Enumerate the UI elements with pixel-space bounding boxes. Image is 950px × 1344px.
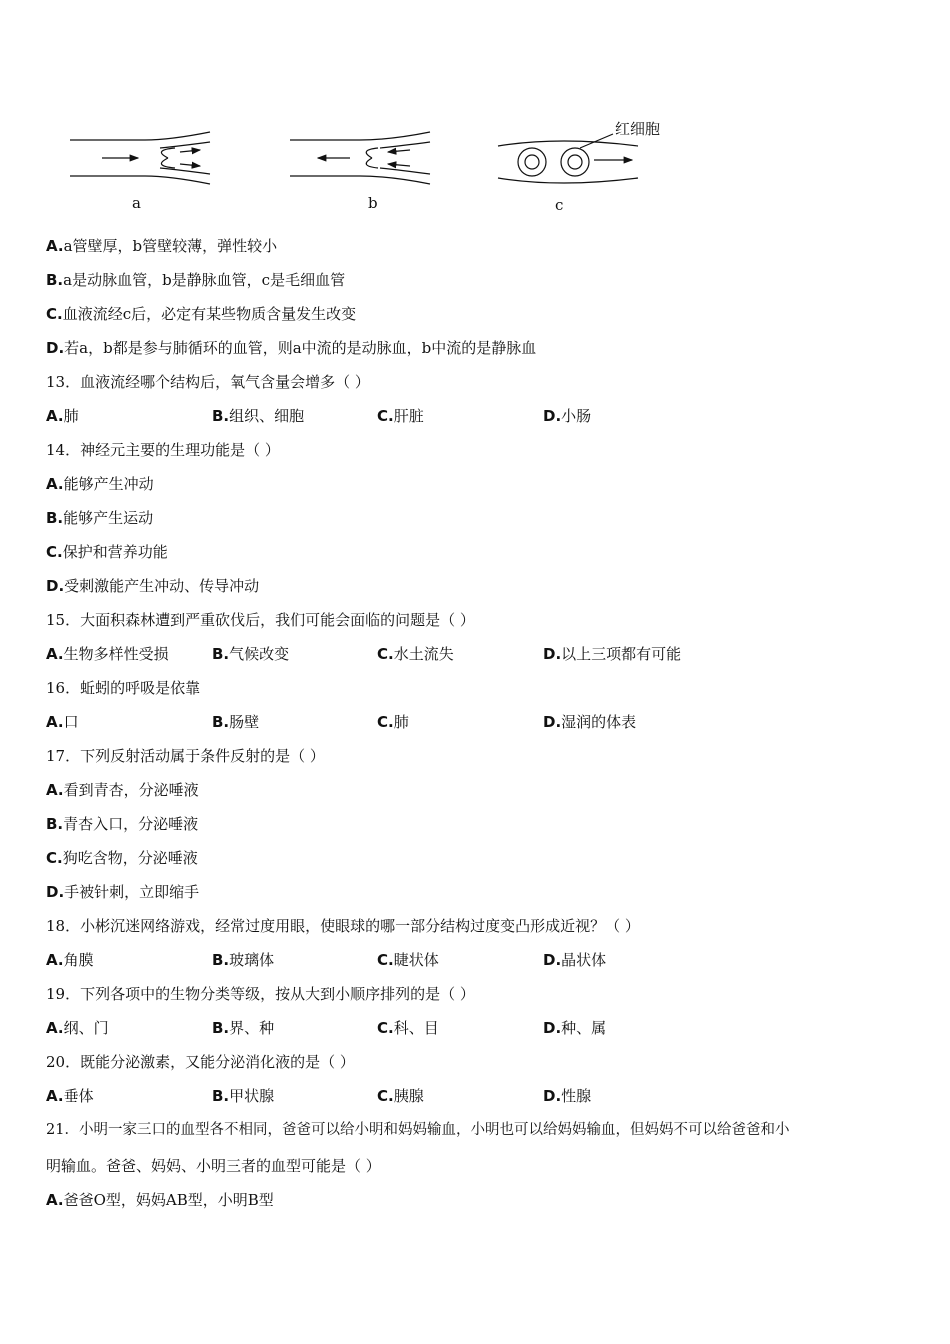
q20-stem: 20．既能分泌激素，又能分泌消化液的是（ ） (46, 1053, 355, 1071)
q14-option-b: B.能够产生运动 (46, 509, 154, 527)
vessel-b-diagram (290, 132, 430, 184)
q17-option-b: B.青杏入口，分泌唾液 (46, 815, 199, 833)
blood-vessel-figure (60, 112, 700, 220)
q16-options (46, 712, 746, 732)
q19-options (46, 1018, 746, 1038)
q16-option-b: B.肠壁 (212, 713, 260, 731)
q12-option-d: D.若a，b都是参与肺循环的血管，则a中流的是动脉血，b中流的是静脉血 (46, 339, 537, 357)
q15-options (46, 644, 746, 664)
q18-option-c: C.睫状体 (377, 951, 439, 969)
q16-option-a: A.口 (46, 713, 79, 731)
q17-option-c: C.狗吃含物，分泌唾液 (46, 849, 198, 867)
vessel-c-diagram (498, 134, 638, 183)
q12-option-b: B.a是动脉血管，b是静脉血管，c是毛细血管 (46, 271, 346, 289)
q20-option-c: C.胰腺 (377, 1087, 424, 1105)
q16-stem: 16．蚯蚓的呼吸是依靠 (46, 679, 201, 697)
figure-label-b: b (368, 194, 378, 212)
q18-option-d: D.晶状体 (543, 951, 607, 969)
q21-stem-line2: 明输血。爸爸、妈妈、小明三者的血型可能是（ ） (46, 1157, 381, 1175)
q12-option-c: C.血液流经c后，必定有某些物质含量发生改变 (46, 305, 357, 323)
q20-option-a: A.垂体 (46, 1087, 94, 1105)
q17-stem: 17．下列反射活动属于条件反射的是（ ） (46, 747, 325, 765)
q15-option-b: B.气候改变 (212, 645, 290, 663)
q19-option-b: B.界、种 (212, 1019, 275, 1037)
q14-option-a: A.能够产生冲动 (46, 475, 154, 493)
figure-annotation: 红细胞 (615, 120, 661, 138)
q18-options (46, 950, 746, 970)
q19-option-c: C.科、目 (377, 1019, 439, 1037)
q20-option-b: B.甲状腺 (212, 1087, 275, 1105)
q13-option-b: B.组织、细胞 (212, 407, 305, 425)
q15-option-c: C.水土流失 (377, 645, 454, 663)
q19-stem: 19．下列各项中的生物分类等级，按从大到小顺序排列的是（ ） (46, 985, 475, 1003)
q15-stem: 15．大面积森林遭到严重砍伐后，我们可能会面临的问题是（ ） (46, 611, 475, 629)
q13-option-c: C.肝脏 (377, 407, 424, 425)
figure-label-c: c (555, 196, 564, 214)
q16-option-c: C.肺 (377, 713, 409, 731)
q21-option-a: A.爸爸O型，妈妈AB型，小明B型 (46, 1191, 274, 1209)
q13-stem: 13．血液流经哪个结构后，氧气含量会增多（ ） (46, 373, 370, 391)
q21-stem-line1: 21．小明一家三口的血型各不相同，爸爸可以给小明和妈妈输血，小明也可以给妈妈输血，但妈妈不可以给爸爸和小 (46, 1122, 790, 1138)
q13-option-d: D.小肠 (543, 407, 592, 425)
q17-option-d: D.手被针刺，立即缩手 (46, 883, 200, 901)
q17-option-a: A.看到青杏，分泌唾液 (46, 781, 199, 799)
q18-option-a: A.角膜 (46, 951, 94, 969)
q20-option-d: D.性腺 (543, 1087, 592, 1105)
q13-options (46, 406, 746, 426)
q19-option-d: D.种、属 (543, 1019, 607, 1037)
vessel-a-diagram (70, 132, 210, 184)
q14-option-c: C.保护和营养功能 (46, 543, 168, 561)
q15-option-a: A.生物多样性受损 (46, 645, 169, 663)
q19-option-a: A.纲、门 (46, 1019, 109, 1037)
q16-option-d: D.湿润的体表 (543, 713, 637, 731)
q18-stem: 18．小彬沉迷网络游戏，经常过度用眼，使眼球的哪一部分结构过度变凸形成近视？（ ） (46, 917, 640, 935)
q14-option-d: D.受刺激能产生冲动、传导冲动 (46, 577, 260, 595)
q20-options (46, 1086, 746, 1106)
q13-option-a: A.肺 (46, 407, 79, 425)
q18-option-b: B.玻璃体 (212, 951, 275, 969)
figure-label-a: a (132, 194, 141, 212)
q15-option-d: D.以上三项都有可能 (543, 645, 682, 663)
q14-stem: 14．神经元主要的生理功能是（ ） (46, 441, 280, 459)
q12-option-a: A.a管壁厚，b管壁较薄，弹性较小 (46, 237, 278, 255)
